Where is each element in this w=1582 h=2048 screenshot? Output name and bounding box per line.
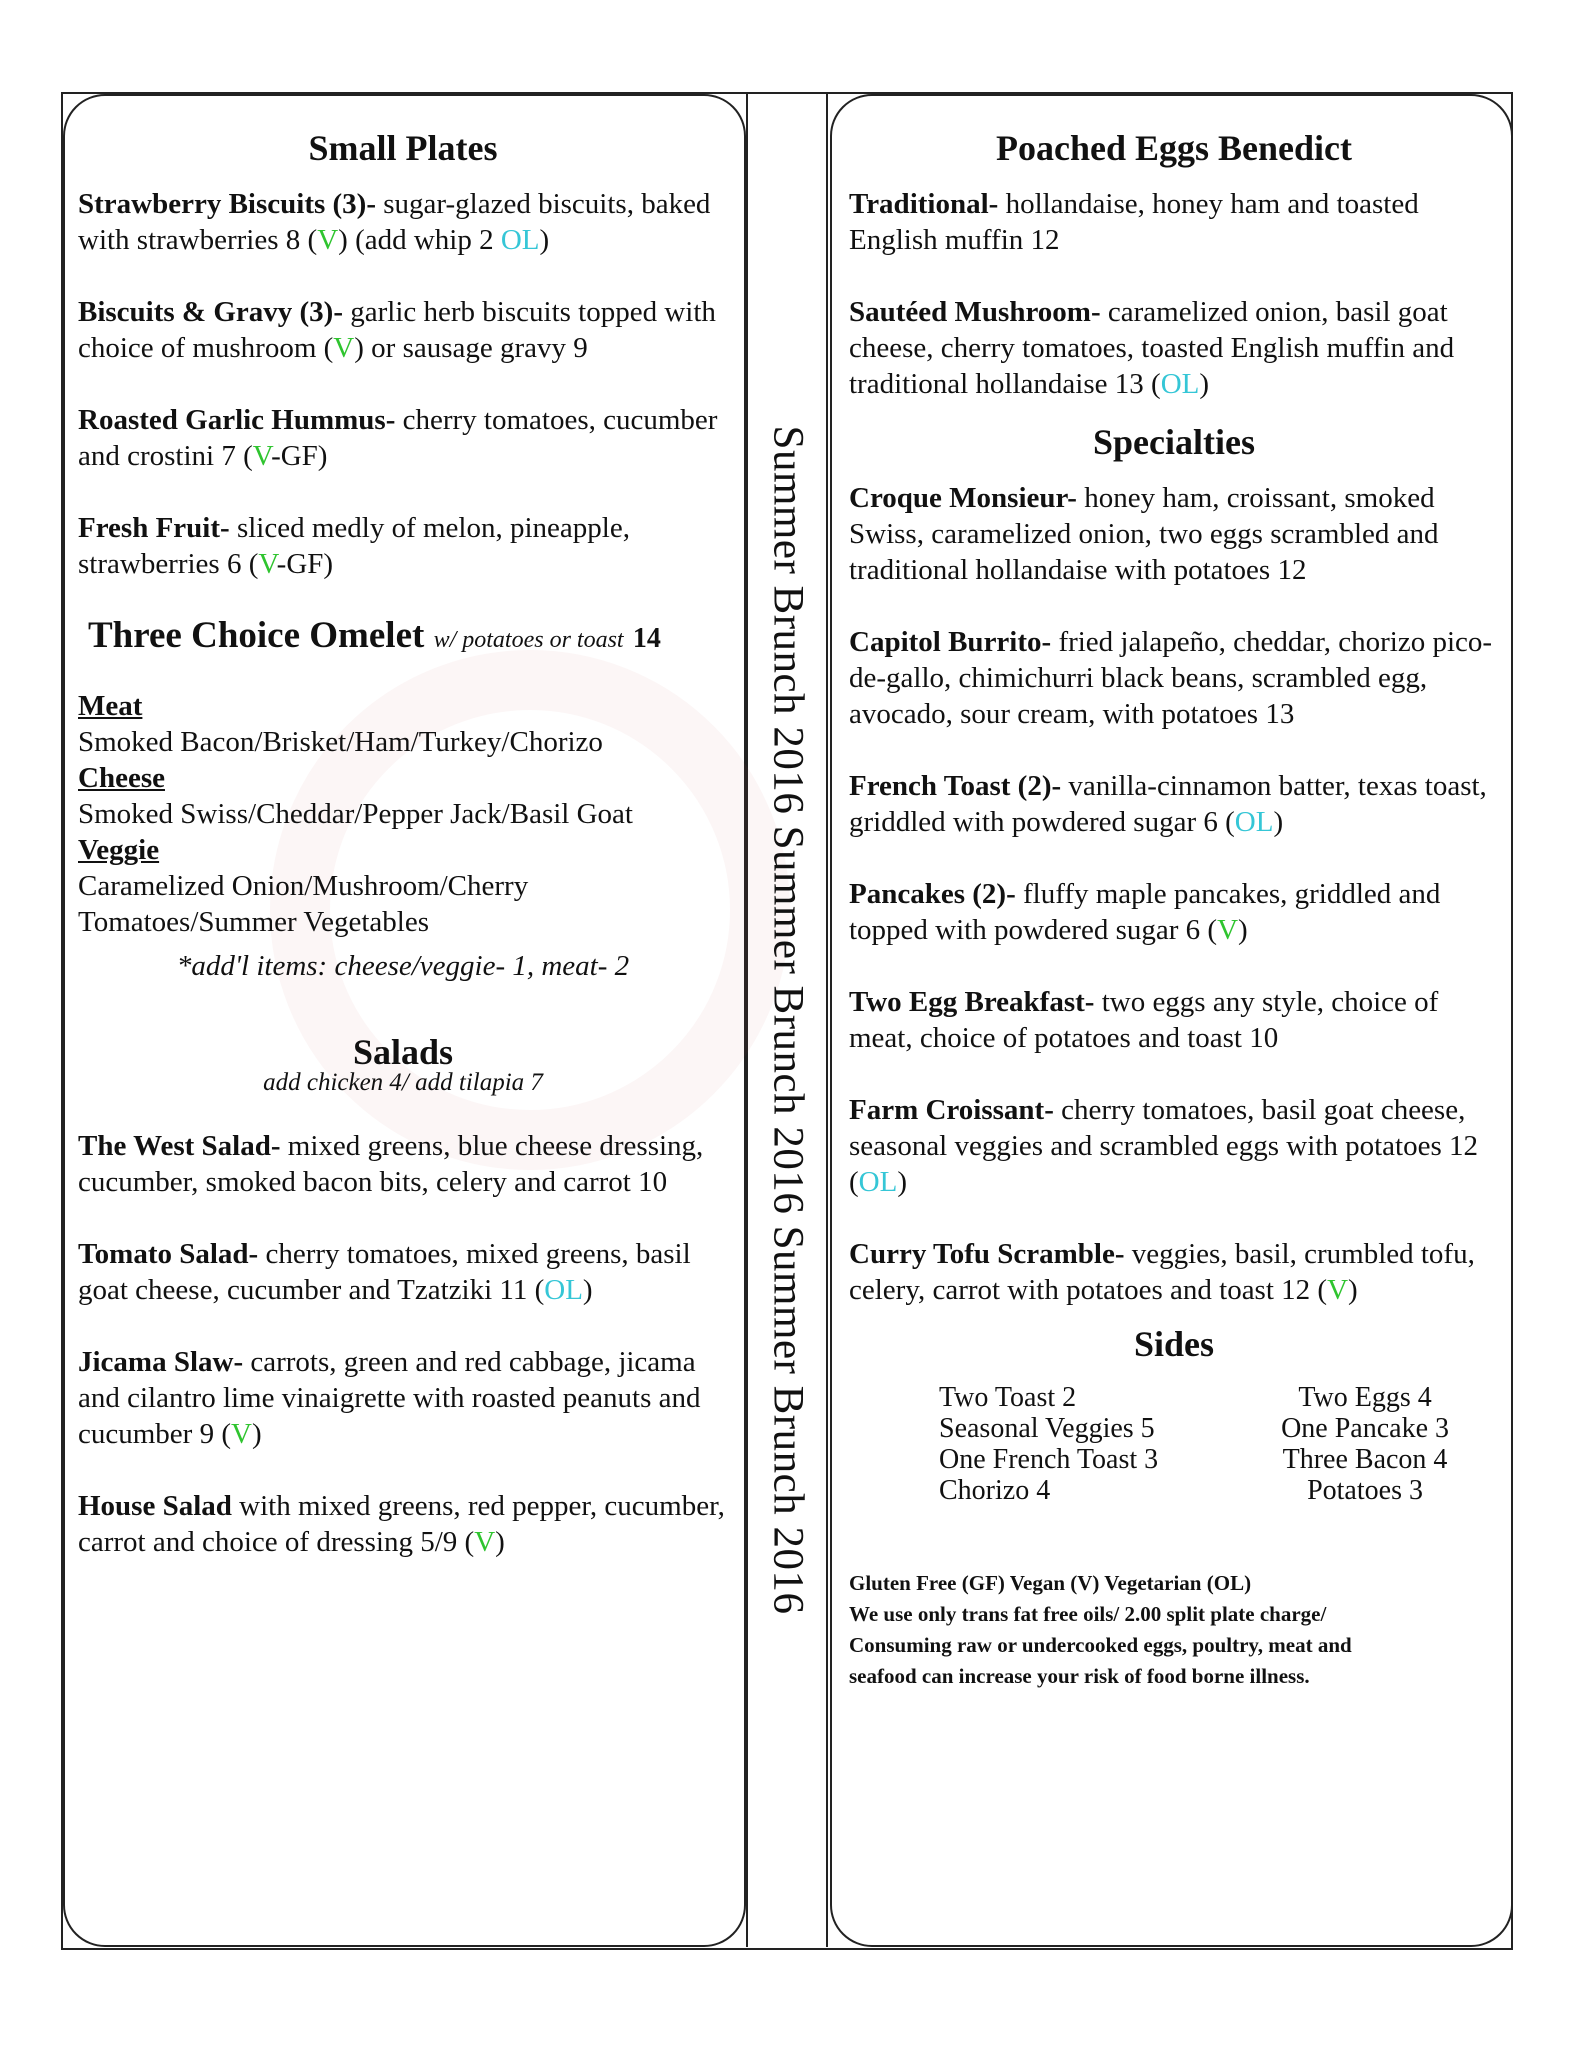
item-text: -GF) xyxy=(276,548,334,580)
item-text: ) xyxy=(1238,914,1248,946)
item-text: ) xyxy=(1199,368,1210,400)
item-name: House Salad xyxy=(78,1490,232,1522)
menu-item xyxy=(849,768,1499,840)
menu-footer xyxy=(849,1568,1499,1692)
meat-label: Meat xyxy=(78,690,143,722)
menu-item xyxy=(78,1344,728,1452)
vegan-tag: V xyxy=(333,332,355,364)
spine-title: Summer Brunch 2016 Summer Brunch 2016 Summer Brunch 2016 xyxy=(764,425,812,1615)
item-text: ( xyxy=(1143,368,1161,400)
item-name: Strawberry Biscuits (3)- xyxy=(78,188,377,220)
item-desc: with mixed greens, red pepper, cucumber, carrot and choice of dressing xyxy=(78,1490,725,1558)
item-price: 12 xyxy=(1030,224,1060,256)
item-desc: sugar-glazed biscuits, baked with strawberries xyxy=(78,188,711,256)
item-text: ) (add whip 2 xyxy=(338,224,501,256)
item-text: ) xyxy=(495,1526,505,1558)
benedict-heading: Poached Eggs Benedict xyxy=(996,128,1352,168)
side-item: Potatoes 3 xyxy=(1307,1475,1423,1506)
vegetarian-tag: OL xyxy=(544,1274,583,1306)
item-desc: cherry tomatoes, mixed greens, basil goat cheese, cucumber and Tzatziki xyxy=(78,1238,691,1306)
item-name: Tomato Salad- xyxy=(78,1238,259,1270)
cheese-label: Cheese xyxy=(78,762,165,794)
item-name: Sautéed Mushroom- xyxy=(849,296,1101,328)
menu-item xyxy=(78,294,728,366)
vegan-tag: V xyxy=(474,1526,496,1558)
item-name: Jicama Slaw- xyxy=(78,1346,244,1378)
side-item: Two Toast 2 xyxy=(939,1382,1077,1413)
vegan-tag: V xyxy=(258,548,277,580)
item-text: ) xyxy=(897,1166,908,1198)
item-desc: ) or sausage gravy xyxy=(354,332,574,364)
item-desc: sliced medly of melon, pineapple, strawberries xyxy=(78,512,630,580)
item-text: ( xyxy=(1310,1274,1328,1306)
item-name: Farm Croissant- xyxy=(849,1094,1054,1126)
menu-item xyxy=(849,294,1499,402)
menu-item xyxy=(849,876,1499,948)
item-price: 7 xyxy=(221,440,236,472)
menu-item xyxy=(849,1092,1499,1200)
specialties-heading: Specialties xyxy=(1093,422,1255,462)
item-text: -GF) xyxy=(271,440,328,472)
menu-item xyxy=(849,186,1499,258)
item-price: 6 xyxy=(1203,806,1218,838)
item-text: ( xyxy=(235,440,253,472)
item-name: French Toast (2)- xyxy=(849,770,1062,802)
salads-heading: Salads xyxy=(352,1032,454,1072)
right-column xyxy=(849,130,1499,1692)
menu-item xyxy=(849,984,1499,1056)
item-name: Capitol Burrito- xyxy=(849,626,1052,658)
item-text: ) xyxy=(582,1274,593,1306)
item-desc: fluffy maple pancakes, griddled and topped with powdered sugar xyxy=(849,878,1441,946)
cheese-options: Smoked Swiss/Cheddar/Pepper Jack/Basil Goat xyxy=(78,798,633,830)
sides-column xyxy=(1281,1382,1449,1506)
vegan-tag: V xyxy=(231,1418,252,1450)
item-desc: veggies, basil, crumbled tofu, celery, carrot with potatoes and toast xyxy=(849,1238,1475,1306)
side-item: Three Bacon 4 xyxy=(1282,1444,1448,1475)
omelet-note: w/ potatoes or toast xyxy=(433,627,624,653)
item-desc: hollandaise, honey ham and toasted English muffin xyxy=(849,188,1419,256)
omelet-heading xyxy=(88,615,728,658)
item-price: 5/9 xyxy=(420,1526,458,1558)
item-name: Roasted Garlic Hummus- xyxy=(78,404,396,436)
sides-heading: Sides xyxy=(1133,1324,1215,1364)
vegan-tag: V xyxy=(1217,914,1239,946)
item-price: 13 xyxy=(1114,368,1144,400)
left-column xyxy=(78,130,728,1596)
item-price: 10 xyxy=(1249,1022,1279,1054)
sides-column xyxy=(939,1382,1158,1506)
item-price: 12 xyxy=(1281,1274,1311,1306)
side-item: One Pancake 3 xyxy=(1281,1413,1449,1444)
item-desc: carrots, green and red cabbage, jicama and cilantro lime vinaigrette with roasted peanuts and cucumber xyxy=(78,1346,701,1450)
omelet-title: Three Choice Omelet xyxy=(88,615,425,656)
item-text: ) xyxy=(539,224,550,256)
item-text: ) xyxy=(1273,806,1284,838)
menu-item xyxy=(849,1236,1499,1308)
item-name: Two Egg Breakfast- xyxy=(849,986,1095,1018)
veggie-options: Caramelized Onion/Mushroom/Cherry Tomatoes/Summer Vegetables xyxy=(78,870,529,938)
item-text: ( xyxy=(1217,806,1235,838)
item-name: Curry Tofu Scramble- xyxy=(849,1238,1125,1270)
item-desc: fried jalapeño, cheddar, chorizo pico-de-gallo, chimichurri black beans, scrambled egg, avocado, sour cream, with potatoes 13 xyxy=(849,626,1493,730)
item-name: Fresh Fruit- xyxy=(78,512,230,544)
side-item: One French Toast 3 xyxy=(939,1444,1159,1475)
vegetarian-tag: OL xyxy=(858,1166,898,1198)
menu-item xyxy=(849,480,1499,588)
item-price: 9 xyxy=(573,332,588,364)
item-price: 12 xyxy=(1277,554,1307,586)
menu-item xyxy=(78,1236,728,1308)
sides-list xyxy=(849,1382,1499,1506)
footer-line: We use only trans fat free oils/ 2.00 split plate charge/ xyxy=(849,1602,1327,1626)
item-text: ( xyxy=(457,1526,475,1558)
item-price: 8 xyxy=(285,224,301,256)
item-text: ) xyxy=(251,1418,262,1450)
veggie-label: Veggie xyxy=(78,834,160,866)
side-item: Seasonal Veggies 5 xyxy=(939,1413,1155,1444)
vegetarian-tag: OL xyxy=(1234,806,1274,838)
item-text: ( xyxy=(300,224,318,256)
additional-items-note: *add'l items: cheese/veggie- 1, meat- 2 xyxy=(176,950,630,982)
item-desc: garlic herb biscuits topped with choice of mushroom ( xyxy=(78,296,716,364)
omelet-options xyxy=(78,688,728,984)
item-desc: mixed greens, blue cheese dressing, cucumber, smoked bacon bits, celery and carrot xyxy=(78,1130,704,1198)
item-price: 6 xyxy=(1185,914,1201,946)
salads-addon-note: add chicken 4/ add tilapia 7 xyxy=(263,1069,543,1096)
vegan-tag: V xyxy=(1327,1274,1349,1306)
item-price: 11 xyxy=(499,1274,528,1306)
vegetarian-tag: OL xyxy=(1160,368,1200,400)
item-price: 9 xyxy=(199,1418,215,1450)
footer-line: seafood can increase your risk of food borne illness. xyxy=(849,1664,1310,1688)
menu-item xyxy=(78,1488,728,1560)
dietary-legend: Gluten Free (GF) Vegan (V) Vegetarian (OL) xyxy=(849,1571,1252,1595)
vegan-tag: V xyxy=(252,440,272,472)
item-desc: cherry tomatoes, basil goat cheese, seasonal veggies and scrambled eggs with potatoes 12 ( xyxy=(849,1094,1478,1198)
item-desc: honey ham, croissant, smoked Swiss, caramelized onion, two eggs scrambled and traditional hollandaise with potatoes xyxy=(849,482,1439,586)
item-name: Pancakes (2)- xyxy=(849,878,1016,910)
item-text: ( xyxy=(214,1418,232,1450)
side-item: Two Eggs 4 xyxy=(1298,1382,1432,1413)
item-text: ( xyxy=(1200,914,1218,946)
footer-line: Consuming raw or undercooked eggs, poultry, meat and xyxy=(849,1633,1352,1657)
item-name: Biscuits & Gravy (3)- xyxy=(78,296,343,328)
item-desc: cherry tomatoes, cucumber and crostini xyxy=(78,404,718,472)
menu-item xyxy=(78,402,728,474)
divider-right xyxy=(826,94,828,1947)
item-price: 6 xyxy=(226,548,242,580)
vegetarian-tag: OL xyxy=(500,224,540,256)
spine xyxy=(750,95,826,1945)
small-plates-heading: Small Plates xyxy=(308,128,498,168)
menu-item xyxy=(78,510,728,582)
item-desc: vanilla-cinnamon batter, texas toast, griddled with powdered sugar xyxy=(849,770,1487,838)
menu-item xyxy=(849,624,1499,732)
item-text: ) xyxy=(1348,1274,1358,1306)
item-name: Traditional- xyxy=(849,188,999,220)
item-name: Croque Monsieur- xyxy=(849,482,1077,514)
item-text: ( xyxy=(527,1274,545,1306)
menu-item xyxy=(78,1128,728,1200)
meat-options: Smoked Bacon/Brisket/Ham/Turkey/Chorizo xyxy=(78,726,603,758)
side-item: Chorizo 4 xyxy=(939,1475,1051,1506)
vegan-tag: V xyxy=(317,224,339,256)
item-desc: caramelized onion, basil goat cheese, cherry tomatoes, toasted English muffin and traditional hollandaise xyxy=(849,296,1455,400)
item-text: ( xyxy=(241,548,259,580)
item-name: The West Salad- xyxy=(78,1130,281,1162)
menu-item xyxy=(78,186,728,258)
item-desc: two eggs any style, choice of meat, choice of potatoes and toast xyxy=(849,986,1439,1054)
omelet-price: 14 xyxy=(632,623,661,654)
item-price: 10 xyxy=(638,1166,668,1198)
